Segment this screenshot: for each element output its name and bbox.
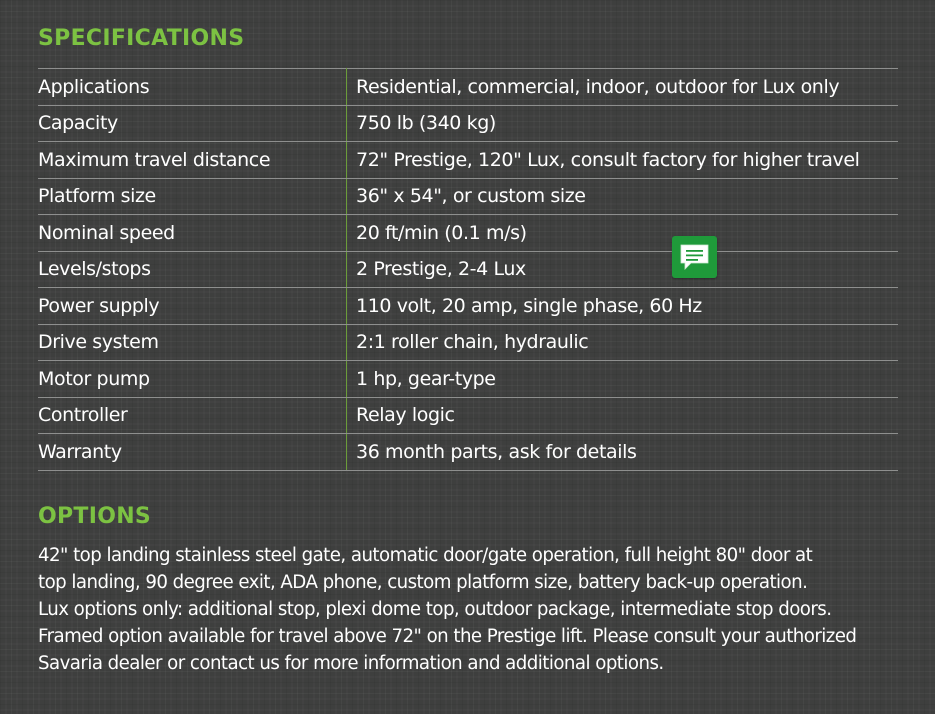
- spec-value: Relay logic: [347, 397, 899, 434]
- spec-row: [38, 142, 898, 179]
- spec-value: 36" x 54", or custom size: [347, 178, 899, 215]
- options-paragraph: [38, 542, 928, 677]
- spec-label: Power supply: [38, 288, 347, 325]
- spec-label: Warranty: [38, 434, 347, 471]
- specifications-heading: SPECIFICATIONS: [38, 26, 245, 51]
- spec-row: [38, 215, 898, 252]
- specifications-table: [38, 68, 898, 471]
- spec-row: [38, 178, 898, 215]
- spec-label: Nominal speed: [38, 215, 347, 252]
- options-line: Savaria dealer or contact us for more information and additional options.: [38, 653, 664, 674]
- spec-value: 72" Prestige, 120" Lux, consult factory for higher travel: [347, 142, 899, 179]
- comment-icon[interactable]: [672, 236, 717, 278]
- spec-label: Platform size: [38, 178, 347, 215]
- options-line: top landing, 90 degree exit, ADA phone, custom platform size, battery back-up operation.: [38, 572, 808, 593]
- spec-label: Maximum travel distance: [38, 142, 347, 179]
- spec-value: 36 month parts, ask for details: [347, 434, 899, 471]
- spec-row: [38, 324, 898, 361]
- spec-label: Applications: [38, 69, 347, 106]
- spec-row: [38, 288, 898, 325]
- options-line: 42" top landing stainless steel gate, automatic door/gate operation, full height 80" door at: [38, 545, 813, 566]
- spec-label: Motor pump: [38, 361, 347, 398]
- spec-row: [38, 251, 898, 288]
- spec-label: Capacity: [38, 105, 347, 142]
- spec-value: 110 volt, 20 amp, single phase, 60 Hz: [347, 288, 899, 325]
- spec-label: Controller: [38, 397, 347, 434]
- spec-value: 2 Prestige, 2-4 Lux: [347, 251, 899, 288]
- spec-label: Drive system: [38, 324, 347, 361]
- options-heading: OPTIONS: [38, 504, 152, 529]
- options-line: Lux options only: additional stop, plexi dome top, outdoor package, intermediate stop doors.: [38, 599, 832, 620]
- spec-row: [38, 105, 898, 142]
- spec-row: [38, 434, 898, 471]
- specifications-table-body: [38, 69, 898, 471]
- spec-row: [38, 397, 898, 434]
- options-line: Framed option available for travel above 72" on the Prestige lift. Please consult your authorized: [38, 626, 857, 647]
- spec-row: [38, 361, 898, 398]
- spec-value: Residential, commercial, indoor, outdoor for Lux only: [347, 69, 899, 106]
- spec-value: 750 lb (340 kg): [347, 105, 899, 142]
- spec-value: 2:1 roller chain, hydraulic: [347, 324, 899, 361]
- spec-value: 1 hp, gear-type: [347, 361, 899, 398]
- spec-value: 20 ft/min (0.1 m/s): [347, 215, 899, 252]
- spec-label: Levels/stops: [38, 251, 347, 288]
- spec-row: [38, 69, 898, 106]
